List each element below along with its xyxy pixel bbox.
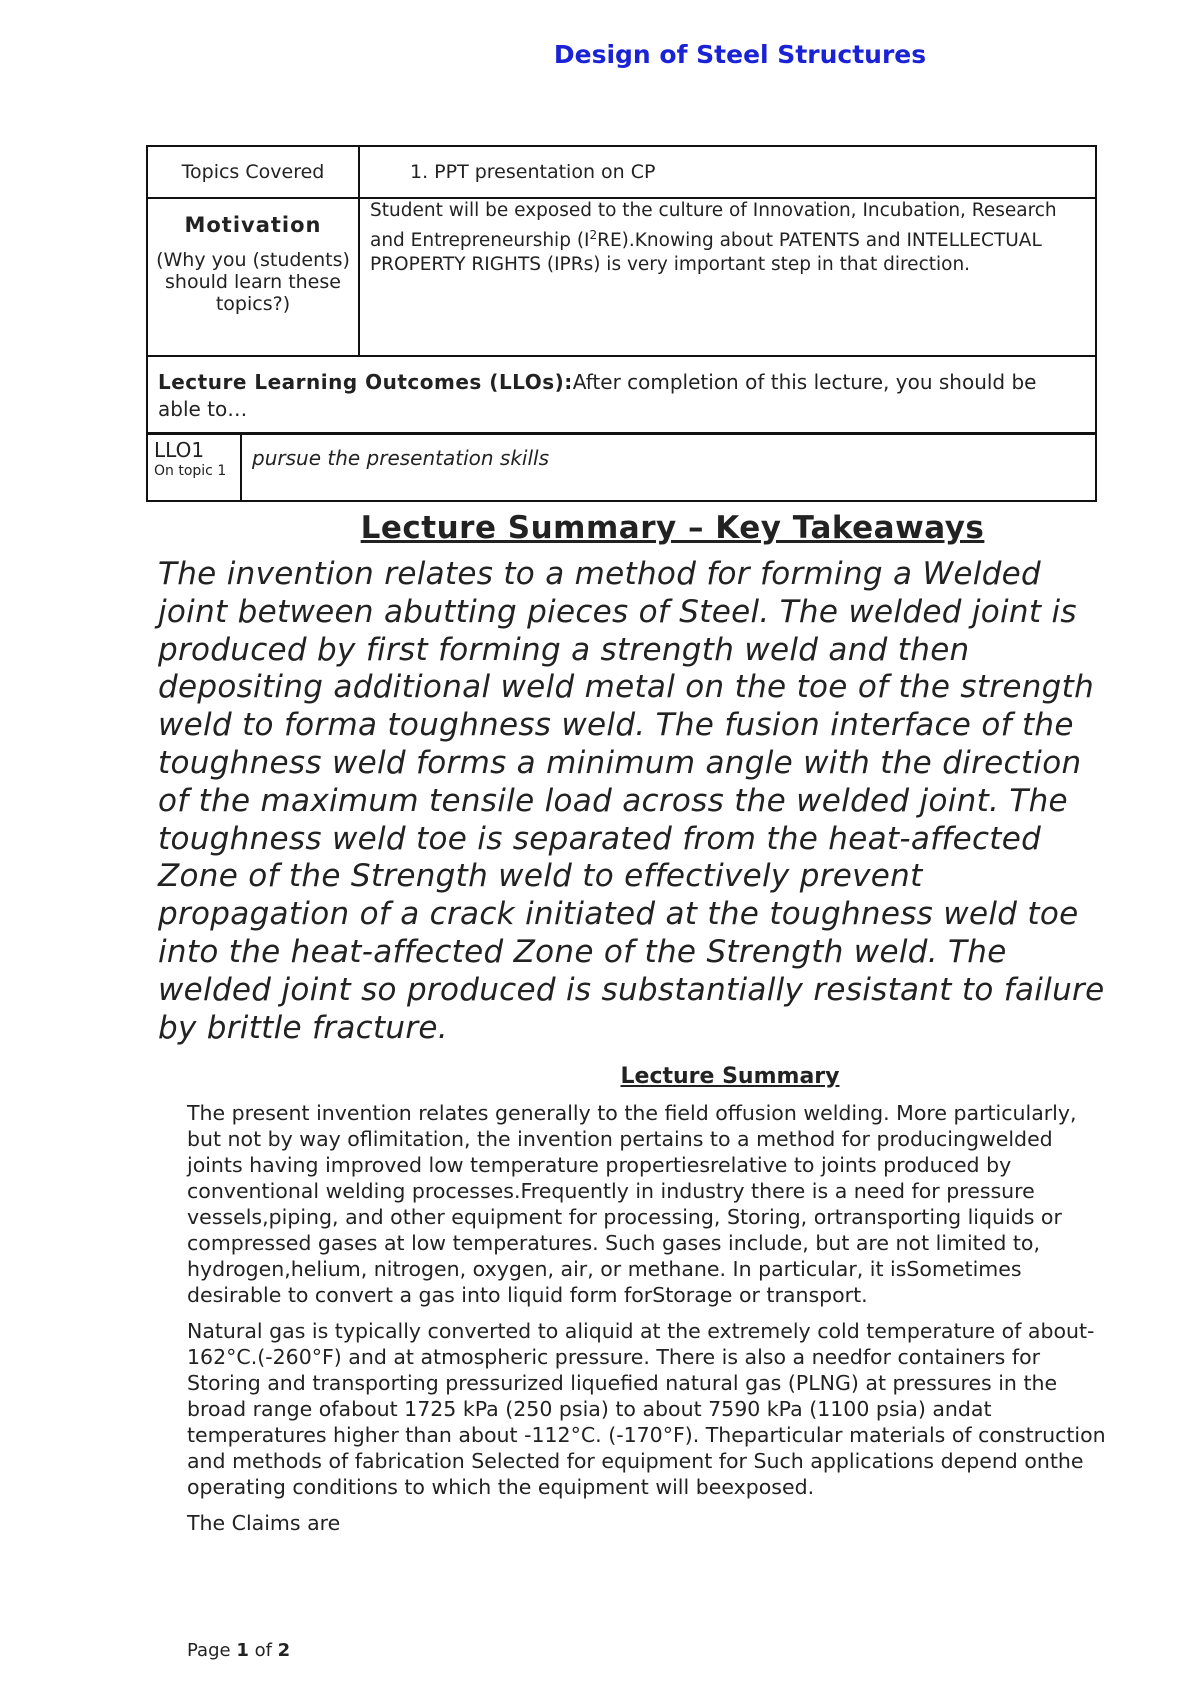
topics-covered-label: Topics Covered — [147, 146, 359, 198]
document-title: Design of Steel Structures — [553, 40, 927, 69]
page-number: 1 — [236, 1640, 249, 1661]
summary-paragraph-3: The Claims are — [187, 1511, 341, 1535]
motivation-label: Motivation — [184, 213, 322, 237]
llo-heading: Lecture Learning Outcomes (LLOs):After completion of this lecture, you should be able to… — [147, 356, 1096, 434]
page-word: Page — [187, 1640, 231, 1661]
of-word: of — [254, 1640, 272, 1661]
summary-paragraph-2: Natural gas is typically converted to aliquid at the extremely cold temperature of about-162°C.(-260°F) and at atmospheric pressure. There is also a needfor containers for Storing and transporting pressurized liquefied natural gas (PLNG) at pressures in the broad range ofabout 1725 kPa (250 psia) to about 7590 kPa (1100 psia) andat temperatures higher than about -112°C. (-170°F). Theparticular materials of construction and methods of fabrication Selected for equipment for Such applications depend onthe operating conditions to which the equipment will beexposed. — [187, 1319, 1106, 1499]
summary-title: Lecture Summary – Key Takeaways — [360, 510, 985, 546]
page-footer — [187, 1640, 290, 1661]
lecture-summary-heading: Lecture Summary — [620, 1064, 840, 1089]
summary-paragraph-1: The present invention relates generally to the field offusion welding. More particularly, but not by way oflimitation, the invention pertains to a method for producingwelded joints having improved low temperature propertiesrelative to joints produced by conventional welding processes.Frequently in industry there is a need for pressure vessels,piping, and other equipment for processing, Storing, ortransporting liquids or compressed gases at low temperatures. Such gases include, but are not limited to, hydrogen,helium, nitrogen, oxygen, air, or methane. In particular, it isSometimes desirable to convert a gas into liquid form forStorage or transport. — [187, 1101, 1077, 1307]
motivation-sub: (Why you (students) should learn these topics?) — [156, 249, 350, 315]
llo-sub: On topic 1 — [154, 463, 227, 479]
topics-table — [146, 145, 1097, 435]
llo-id-cell — [147, 433, 241, 501]
motivation-cell — [147, 198, 359, 356]
topics-covered-item: 1. PPT presentation on CP — [359, 146, 1096, 198]
summary-body — [187, 1100, 1107, 1546]
llo-table — [146, 432, 1097, 502]
abstract-text: The invention relates to a method for forming a Welded joint between abutting pieces of Steel. The welded joint is produced by first forming a strength weld and then depositing additional weld metal on the toe of the strength weld to forma toughness weld. The fusion interface of the toughness weld forms a minimum angle with the direction of the maximum tensile load across the welded joint. The toughness weld toe is separated from the heat-affected Zone of the Strength weld to effectively prevent propagation of a crack initiated at the toughness weld toe into the heat-affected Zone of the Strength weld. The welded joint so produced is substantially resistant to failure by brittle fracture. — [158, 556, 1105, 1046]
llo-id: LLO1 — [154, 438, 205, 462]
page-total: 2 — [277, 1640, 291, 1661]
llo-description: pursue the presentation skills — [241, 433, 1096, 501]
motivation-text: Student will be exposed to the culture of Innovation, Incubation, Research and Entrepreneurship $(I^2RE).Knowing$ about PATENTS and INTELLECTUAL PROPERTY RIGHTS (IPRs) is very important step in that direction. — [359, 198, 1096, 356]
